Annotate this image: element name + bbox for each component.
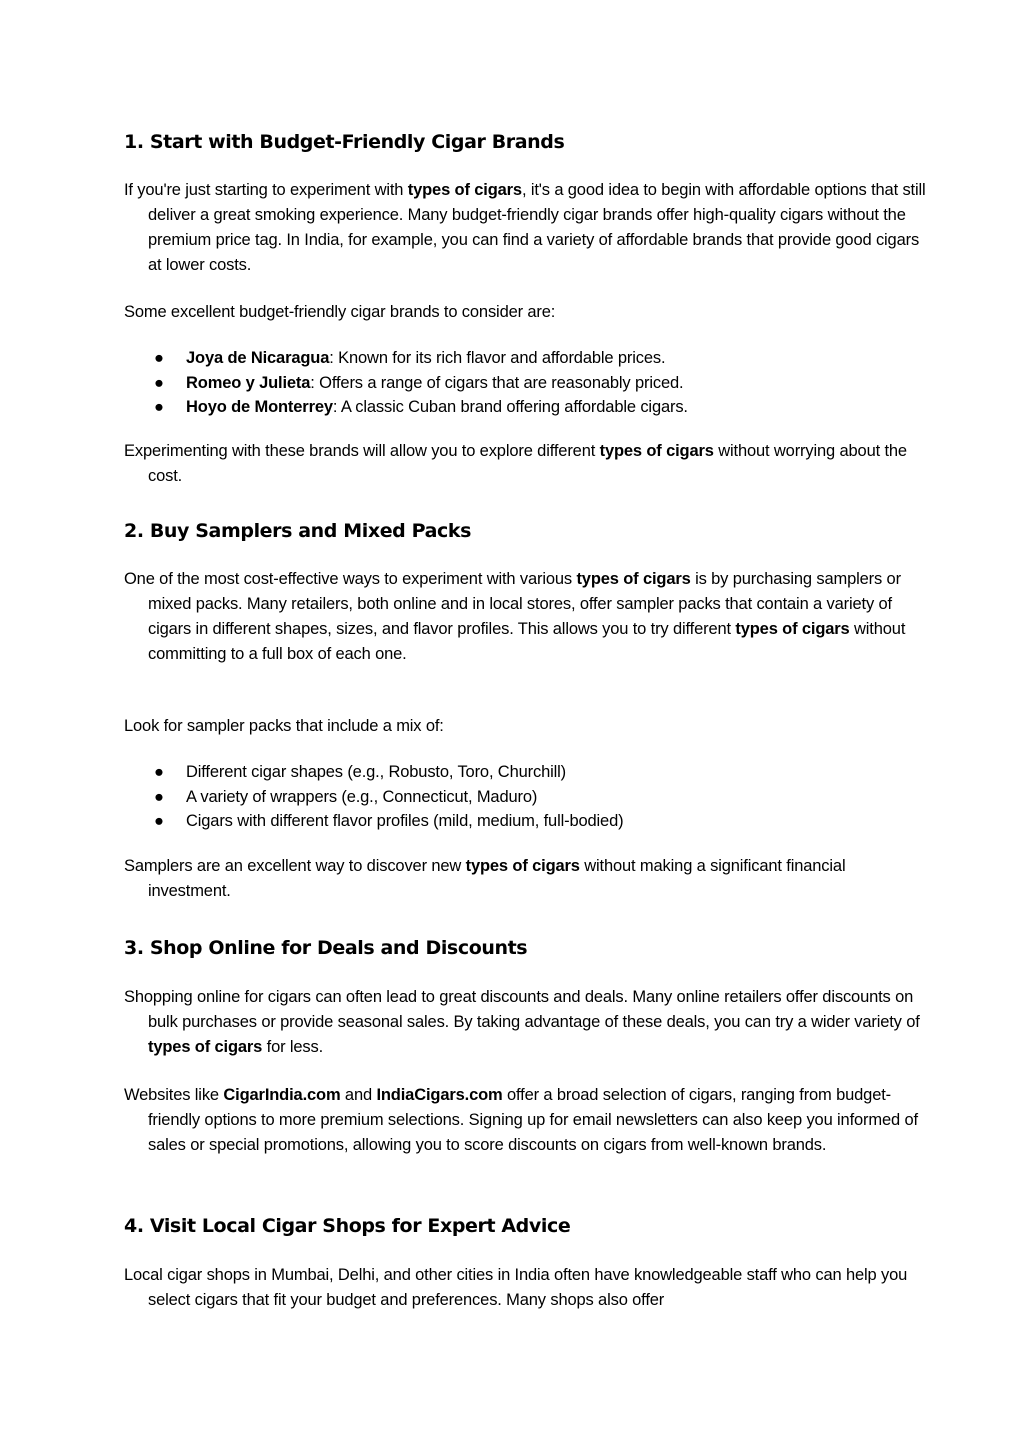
section-heading-4: 4. Visit Local Cigar Shops for Expert Advice [124, 1215, 571, 1237]
section-2-sampler-list [154, 760, 894, 834]
list-item: ● Hoyo de Monterrey: A classic Cuban brand offering affordable cigars. [154, 395, 894, 420]
section-1-paragraph-1: If you're just starting to experiment with types of cigars, it's a good idea to begin with affordable options that still deliver a great smoking experience. Many budget-friendly cigar brands offer high-quality cigars without the premium price tag. In India, for example, you can find a variety of affordable brands that provide good cigars at lower costs. [124, 181, 926, 274]
list-item: ● Romeo y Julieta: Offers a range of cigars that are reasonably priced. [154, 371, 894, 396]
bullet-icon: ● [154, 398, 164, 416]
bullet-icon: ● [154, 787, 164, 806]
list-item: ● Different cigar shapes (e.g., Robusto, Toro, Churchill) [154, 760, 894, 785]
section-1-paragraph-2: Some excellent budget-friendly cigar brands to consider are: [124, 303, 556, 321]
section-4-paragraph-1: Local cigar shops in Mumbai, Delhi, and other cities in India often have knowledgeable staff who can help you select cigars that fit your budget and preferences. Many shops also offer [124, 1266, 908, 1309]
bullet-icon: ● [154, 373, 164, 392]
bullet-icon: ● [154, 763, 164, 781]
section-2-paragraph-2: Look for sampler packs that include a mix of: [124, 717, 444, 735]
section-1-brand-list [154, 346, 894, 420]
bullet-icon: ● [154, 812, 164, 830]
section-heading-1: 1. Start with Budget-Friendly Cigar Brands [124, 131, 565, 153]
section-heading-3: 3. Shop Online for Deals and Discounts [124, 937, 528, 959]
section-heading-2: 2. Buy Samplers and Mixed Packs [124, 520, 472, 542]
section-2-paragraph-1: One of the most cost-effective ways to experiment with various types of cigars is by purchasing samplers or mixed packs. Many retailers, both online and in local stores, offer sampler packs that contain a variety of cigars in different shapes, sizes, and flavor profiles. This allows you to try different types of cigars without committing to a full box of each one. [124, 570, 906, 663]
bullet-icon: ● [154, 349, 164, 367]
section-3-paragraph-1: Shopping online for cigars can often lead to great discounts and deals. Many online retailers offer discounts on bulk purchases or provide seasonal sales. By taking advantage of these deals, you can try a wider variety of types of cigars for less. [124, 988, 920, 1056]
section-3-paragraph-2: Websites like CigarIndia.com and IndiaCigars.com offer a broad selection of cigars, ranging from budget-friendly options to more premium selections. Signing up for email newsletters can also keep you informed of sales or special promotions, allowing you to score discounts on cigars from well-known brands. [124, 1086, 918, 1154]
list-item: ● A variety of wrappers (e.g., Connecticut, Maduro) [154, 785, 894, 810]
list-item: ● Joya de Nicaragua: Known for its rich flavor and affordable prices. [154, 346, 894, 371]
section-1-paragraph-3: Experimenting with these brands will allow you to explore different types of cigars without worrying about the cost. [124, 442, 907, 485]
list-item: ● Cigars with different flavor profiles (mild, medium, full-bodied) [154, 809, 894, 834]
section-2-paragraph-3: Samplers are an excellent way to discover new types of cigars without making a significant financial investment. [124, 857, 846, 900]
